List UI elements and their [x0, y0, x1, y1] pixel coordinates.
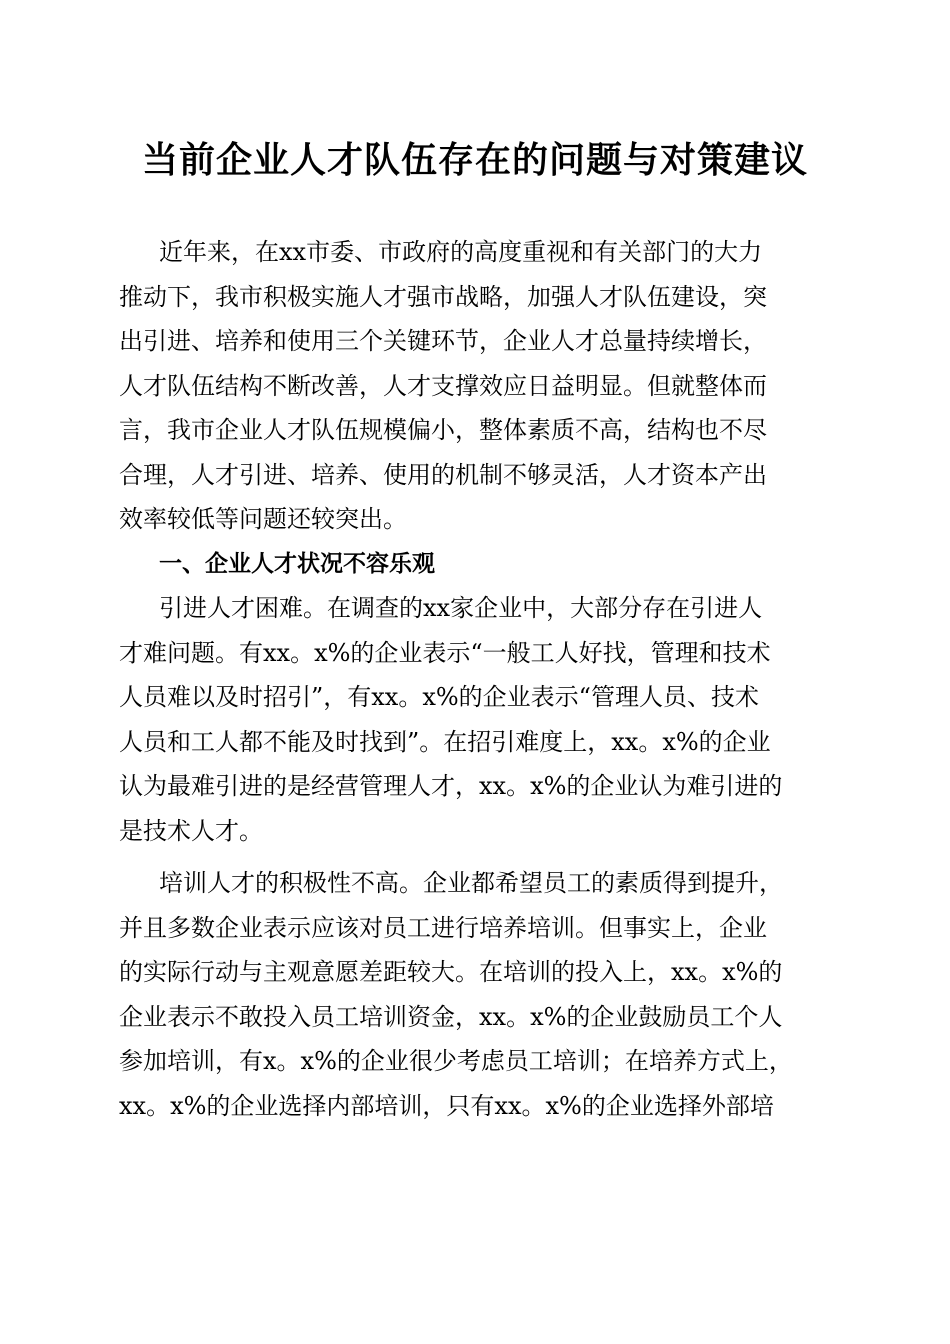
section-heading: 一、企业人才状况不容乐观	[159, 550, 435, 577]
text-line: 推动下，我市积极实施人才强市战略，加强人才队伍建设，突	[119, 282, 767, 311]
text-line: 引进人才困难。在调查的xx家企业中，大部分存在引进人	[159, 594, 763, 622]
text-line: 效率较低等问题还较突出。	[119, 505, 407, 533]
text-line: 人才队伍结构不断改善，人才支撑效应日益明显。但就整体而	[119, 371, 767, 400]
text-line: 培训人才的积极性不高。企业都希望员工的素质得到提升，	[159, 869, 783, 897]
text-line: 人员难以及时招引”，有xx。x%的企业表示“管理人员、技术	[119, 683, 759, 711]
text-line: xx。x%的企业选择内部培训，只有xx。x%的企业选择外部培	[119, 1091, 774, 1120]
text-line: 言，我市企业人才队伍规模偏小，整体素质不高，结构也不尽	[119, 416, 767, 444]
text-line: 参加培训，有x。x%的企业很少考虑员工培训；在培养方式上，	[119, 1047, 793, 1075]
document-title: 当前企业人才队伍存在的问题与对策建议	[141, 139, 808, 181]
text-line: 近年来，在xx市委、市政府的高度重视和有关部门的大力	[159, 238, 763, 266]
paragraph-recruitment	[119, 586, 831, 853]
text-line: 人员和工人都不能及时找到”。在招引难度上，xx。x%的企业	[119, 727, 771, 756]
text-line: 合理，人才引进、培养、使用的机制不够灵活，人才资本产出	[119, 460, 767, 489]
document-body	[119, 230, 831, 1128]
text-line: 的实际行动与主观意愿差距较大。在培训的投入上，xx。x%的	[119, 958, 783, 986]
text-line: 认为最难引进的是经营管理人才，xx。x%的企业认为难引进的	[119, 772, 783, 800]
text-line: 并且多数企业表示应该对员工进行培养培训。但事实上，企业	[119, 913, 767, 942]
text-line: 是技术人才。	[119, 816, 263, 845]
text-line: 才难问题。有xx。x%的企业表示“一般工人好找，管理和技术	[119, 638, 771, 667]
paragraph-training	[119, 861, 831, 1128]
paragraph-intro	[119, 230, 831, 542]
text-line: 企业表示不敢投入员工培训资金，xx。x%的企业鼓励员工个人	[119, 1002, 783, 1031]
text-line: 出引进、培养和使用三个关键环节，企业人才总量持续增长，	[119, 327, 767, 355]
